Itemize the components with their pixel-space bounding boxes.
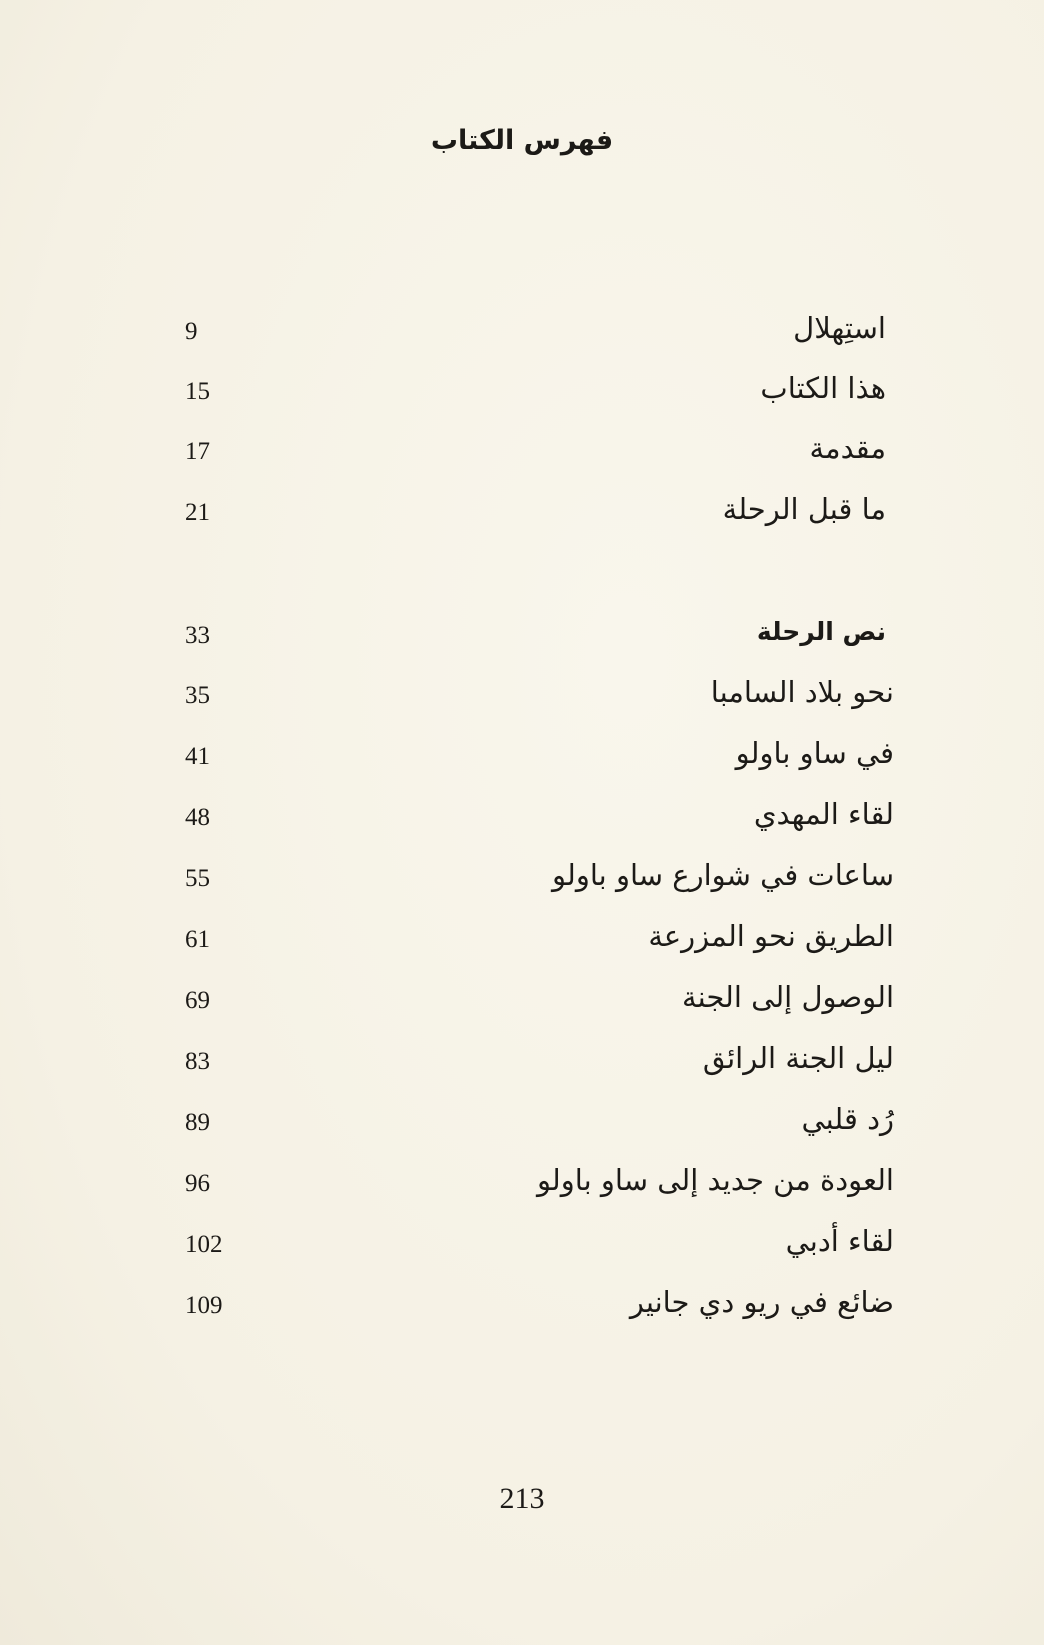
toc-entry: [0, 1160, 1044, 1210]
toc-entry-title: ضائع في ريو دي جانير: [629, 1285, 894, 1319]
toc-entry-page: 9: [185, 318, 198, 345]
toc-entry: [0, 672, 1044, 722]
toc-entry-page: 15: [185, 378, 210, 405]
toc-entry-title: هذا الكتاب: [760, 371, 886, 405]
page-number: 213: [499, 1482, 545, 1515]
toc-entry-page: 55: [185, 865, 210, 892]
toc-entry-title: نحو بلاد السامبا: [710, 675, 894, 709]
page-title: فهرس الكتاب: [430, 125, 614, 156]
toc-entry-title: مقدمة: [809, 431, 886, 465]
toc-entry-page: 48: [185, 804, 210, 831]
toc-entry: [0, 1282, 1044, 1332]
toc-entry: [0, 1038, 1044, 1088]
toc-entry-page: 102: [185, 1231, 223, 1258]
toc-entry-title: الوصول إلى الجنة: [682, 980, 894, 1014]
toc-entry-title: لقاء أدبي: [785, 1224, 894, 1258]
toc-entry-page: 17: [185, 438, 210, 465]
toc-entry: [0, 977, 1044, 1027]
toc-entry-title: في ساو باولو: [735, 736, 894, 770]
toc-entry-title: استِهلال: [793, 311, 886, 345]
toc-entry-page: 83: [185, 1048, 210, 1075]
toc-entry: [0, 855, 1044, 905]
toc-entry-title: رُد قلبي: [801, 1102, 894, 1136]
toc-entry-title: الطريق نحو المزرعة: [648, 919, 894, 953]
toc-entry-page: 61: [185, 926, 210, 953]
toc-entry-page: 41: [185, 743, 210, 770]
toc-entry: [0, 1221, 1044, 1271]
toc-entry-page: 69: [185, 987, 210, 1014]
toc-entry: [0, 733, 1044, 783]
toc-entry-page: 89: [185, 1109, 210, 1136]
toc-entry-page: 96: [185, 1170, 210, 1197]
toc-section-title: نص الرحلة: [756, 617, 886, 646]
toc-entry: [0, 916, 1044, 966]
toc-entry-page: 35: [185, 682, 210, 709]
toc-entry-title: ما قبل الرحلة: [722, 492, 886, 526]
toc-entry-title: لقاء المهدي: [753, 797, 894, 831]
toc-entry-title: ليل الجنة الرائق: [702, 1041, 894, 1075]
toc-entry: [0, 1099, 1044, 1149]
toc-entry-page: 21: [185, 499, 210, 526]
toc-entry: [0, 428, 1044, 478]
toc-entry: [0, 308, 1044, 358]
toc-entry-title: العودة من جديد إلى ساو باولو: [536, 1163, 894, 1197]
toc-section-page: 33: [185, 622, 210, 649]
toc-entry: [0, 489, 1044, 539]
toc-entry-title: ساعات في شوارع ساو باولو: [552, 858, 894, 892]
toc-entry-page: 109: [185, 1292, 223, 1319]
toc-entry: [0, 368, 1044, 418]
toc-entry: [0, 794, 1044, 844]
toc-section-heading: [0, 612, 1044, 662]
